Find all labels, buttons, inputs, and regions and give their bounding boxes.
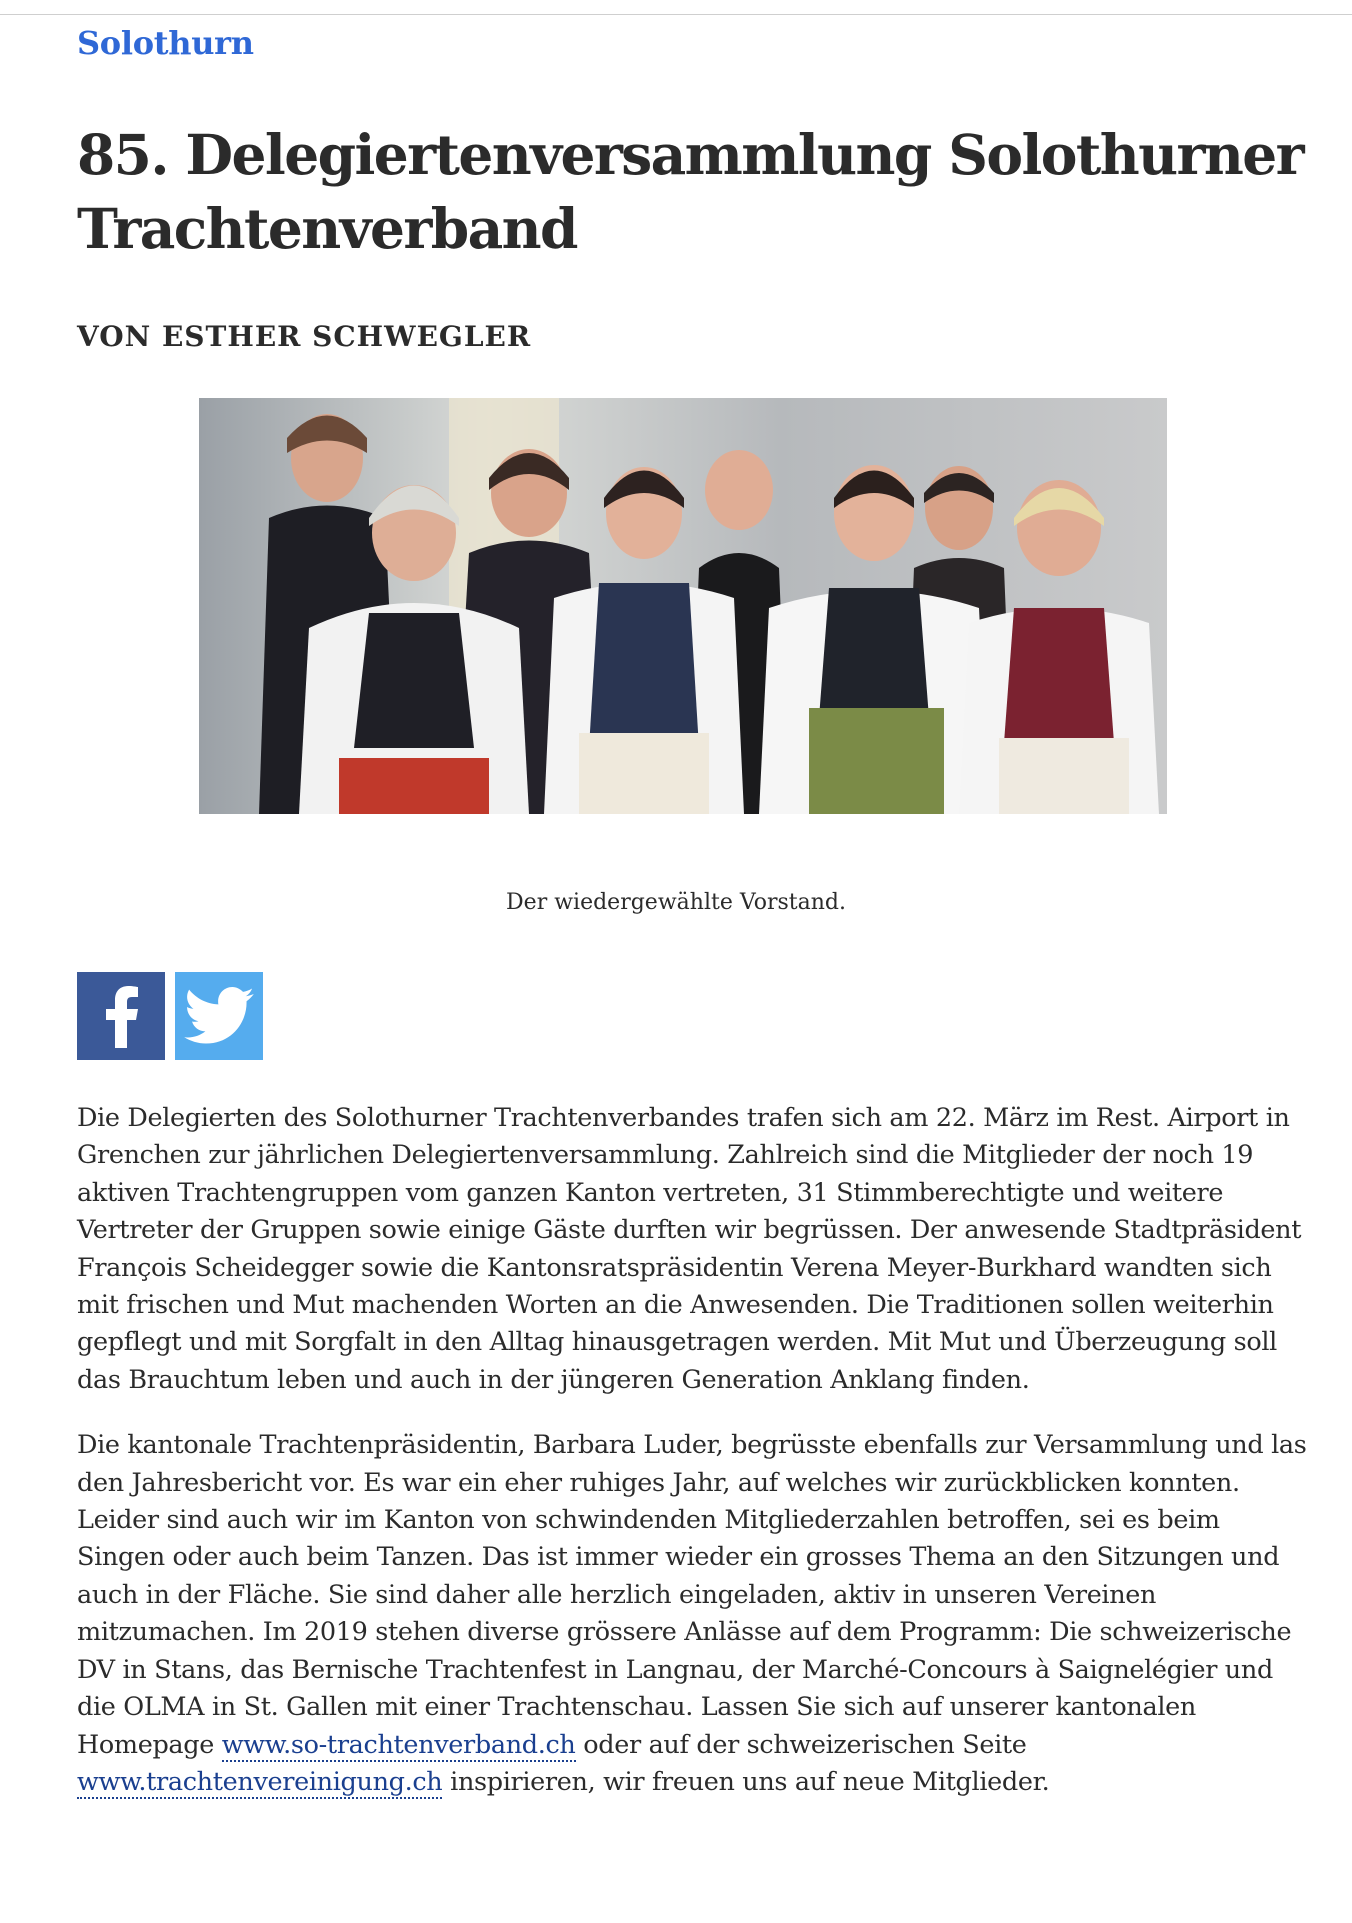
paragraph-2 <box>77 1427 1307 1801</box>
share-buttons <box>77 972 263 1060</box>
link-so-trachtenverband[interactable]: www.so-trachtenverband.ch <box>221 1729 576 1760</box>
paragraph-2-text: Die kantonale Trachtenpräsidentin, Barbara Luder, begrüsste ebenfalls zur Versammlung und las den Jahresbericht vor. Es war ein eher ruhiges Jahr, auf welches wir zurückblicken konnten. Leider sind auch wir im Kanton von schwindenden Mitgliederzahlen betroffen, sei es beim Singen oder auch beim Tanzen. Das ist immer wieder ein grosses Thema an den Sitzungen und auch in der Fläche. Sie sind daher alle herzlich eingeladen, aktiv in unseren Vereinen mitzumachen. Im 2019 stehen diverse grössere Anlässe auf dem Programm: Die schweizerische DV in Stans, das Bernische Trachtenfest in Langnau, der Marché-Concours à Saignelégier und die OLMA in St. Gallen mit einer Trachtenschau. Lassen Sie sich auf unserer kantonalen Homepage <box>77 1430 1307 1760</box>
paragraph-2-middle: oder auf der schweizerischen Seite <box>575 1729 1027 1760</box>
article-title: 85. Delegiertenversammlung Solothurner Trachtenverband <box>77 122 1304 261</box>
article-body <box>77 1100 1307 1829</box>
link-trachtenvereinigung[interactable]: www.trachtenvereinigung.ch <box>77 1766 443 1797</box>
image-caption: Der wiedergewählte Vorstand. <box>506 890 846 915</box>
top-divider <box>0 14 1352 15</box>
article-photo <box>199 398 1167 814</box>
facebook-icon <box>99 984 143 1048</box>
twitter-share-button[interactable] <box>175 972 263 1060</box>
section-link[interactable]: Solothurn <box>77 24 254 62</box>
paragraph-2-end: inspirieren, wir freuen uns auf neue Mitglieder. <box>442 1766 1050 1797</box>
facebook-share-button[interactable] <box>77 972 165 1060</box>
article-byline: VON ESTHER SCHWEGLER <box>77 320 532 353</box>
paragraph-1: Die Delegierten des Solothurner Trachtenverbandes trafen sich am 22. März im Rest. Airport in Grenchen zur jährlichen Delegiertenversammlung. Zahlreich sind die Mitglieder der noch 19 aktiven Trachtengruppen vom ganzen Kanton vertreten, 31 Stimmberechtigte und weitere Vertreter der Gruppen sowie einige Gäste durften wir begrüssen. Der anwesende Stadtpräsident François Scheidegger sowie die Kantonsratspräsidentin Verena Meyer-Burkhard wandten sich mit frischen und Mut machenden Worten an die Anwesenden. Die Traditionen sollen weiterhin gepflegt und mit Sorgfalt in den Alltag hinausgetragen werden. Mit Mut und Überzeugung soll das Brauchtum leben und auch in der jüngeren Generation Anklang finden. <box>77 1103 1302 1395</box>
twitter-icon <box>184 987 254 1045</box>
